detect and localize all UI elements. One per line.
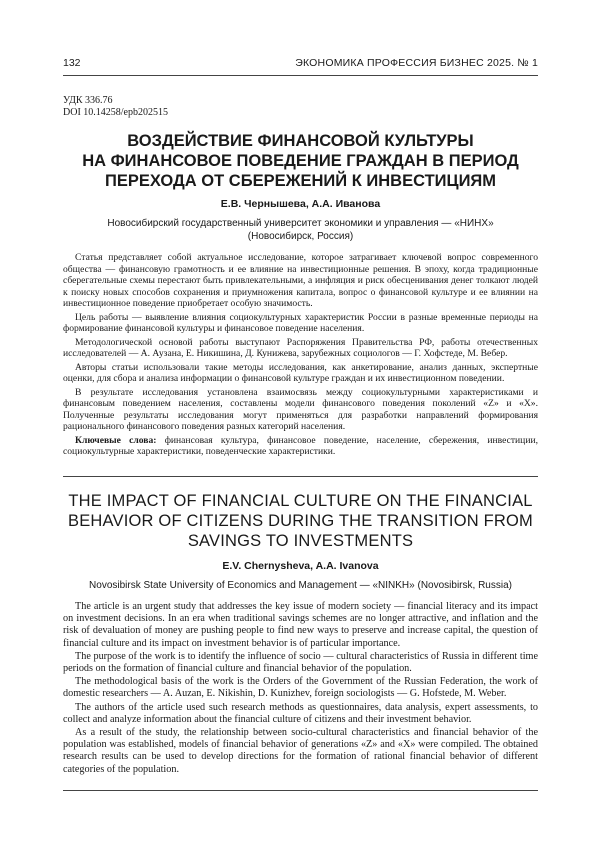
ru-abstract	[63, 252, 538, 460]
ru-abstract-paragraph: В результате исследования установлена взаимосвязь между социокультурными характеристиками и финансовым поведением населения, составлены модели финансового поведения поколений «Z» и «X». Полученные результаты исследования могут применяться для разработки направлений формирования рационального финансового поведения разных категорий населения.	[63, 387, 538, 433]
udk-code: УДК 336.76	[63, 95, 113, 107]
ru-abstract-paragraph: Цель работы — выявление влияния социокультурных характеристик России в разные временные периоды на формирование финансовой культуры и финансовое поведение населения.	[63, 312, 538, 335]
keywords-text: финансовая культура, финансовое поведение, население, сбережения, инвестиции, социокультурные характеристики, поведенческие характеристики.	[63, 435, 538, 458]
footer-rule	[63, 790, 538, 791]
ru-title-line: ВОЗДЕЙСТВИЕ ФИНАНСОВОЙ КУЛЬТУРЫ	[63, 131, 538, 151]
ru-keywords	[63, 435, 538, 458]
en-abstract-paragraph: The article is an urgent study that addresses the key issue of modern society — financial literacy and its impact on investment decisions. In an era when traditional savings schemes are no longer attractive, and inflation and the risk of devaluation of money are pushing people to find new ways to preserve and increase capital, the question of financial culture and its impact on investment behavior is of particular importance.	[63, 601, 538, 650]
en-abstract-paragraph: As a result of the study, the relationship between socio-cultural characteristics and financial behavior of the population was established, models of financial behavior of generations «Z» and «X» were compiled. The obtained research results can be used to develop directions for the formation of rational financial behavior of different categories of the population.	[63, 727, 538, 776]
en-title-line: SAVINGS TO INVESTMENTS	[63, 531, 538, 551]
en-title-line: BEHAVIOR OF CITIZENS DURING THE TRANSITION FROM	[63, 511, 538, 531]
en-title-line: THE IMPACT OF FINANCIAL CULTURE ON THE FINANCIAL	[63, 491, 538, 511]
ru-affiliation-line: (Новосибирск, Россия)	[63, 230, 538, 243]
en-abstract-paragraph: The authors of the article used such research methods as questionnaires, data analysis, expert assessments, to collect and analyze information about the financial culture of citizens and their investment behavior.	[63, 702, 538, 726]
journal-title: ЭКОНОМИКА ПРОФЕССИЯ БИЗНЕС 2025. № 1	[295, 57, 538, 69]
en-abstract-paragraph: The methodological basis of the work is the Orders of the Government of the Russian Federation, the work of domestic researchers — A. Auzan, E. Nikishin, D. Kunizhev, foreign sociologists — G. Hofstede, M. Weber.	[63, 676, 538, 700]
ru-abstract-paragraph: Авторы статьи использовали такие методы исследования, как анкетирование, анализ данных, экспертные оценки, для сбора и анализа информации о финансовой культуре граждан и их инвестиционном поведении.	[63, 362, 538, 385]
ru-affiliation-line: Новосибирский государственный университет экономики и управления — «НИНХ»	[63, 217, 538, 230]
page-number: 132	[63, 57, 81, 69]
en-abstract-paragraph: The purpose of the work is to identify the influence of socio — cultural characteristics of Russia in different time periods on the formation of financial culture and financial behavior of the population.	[63, 651, 538, 675]
keywords-label: Ключевые слова:	[75, 435, 156, 446]
en-title	[63, 491, 538, 551]
en-affiliation: Novosibirsk State University of Economics and Management — «NINKH» (Novosibirsk, Russia)	[63, 579, 538, 592]
section-divider	[63, 476, 538, 477]
ru-title-line: НА ФИНАНСОВОЕ ПОВЕДЕНИЕ ГРАЖДАН В ПЕРИОД	[63, 151, 538, 171]
ru-authors: Е.В. Чернышева, А.А. Иванова	[63, 198, 538, 210]
header-rule	[63, 75, 538, 76]
ru-abstract-paragraph: Методологической основой работы выступают Распоряжения Правительства РФ, работы отечественных исследователей — А. Аузана, Е. Никишина, Д. Кунижева, зарубежных социологов — Г. Хофстеде, М. Вебер.	[63, 337, 538, 360]
en-abstract	[63, 601, 538, 777]
ru-affiliation	[63, 217, 538, 243]
doi: DOI 10.14258/epb202515	[63, 107, 168, 119]
running-header	[63, 57, 538, 71]
ru-title	[63, 131, 538, 191]
ru-abstract-paragraph: Статья представляет собой актуальное исследование, которое затрагивает ключевой вопрос современного общества — финансовую грамотность и ее влияние на инвестиционные решения. В эпоху, когда традиционные сберегательные схемы перестают быть привлекательными, а инфляция и риск обесценивания денег толкают людей к поиску новых способов сохранения и приумножения капитала, вопрос о финансовой культуре и ее влиянии на инвестиционное поведение приобретает особую значимость.	[63, 252, 538, 310]
ru-title-line: ПЕРЕХОДА ОТ СБЕРЕЖЕНИЙ К ИНВЕСТИЦИЯМ	[63, 171, 538, 191]
en-authors: E.V. Chernysheva, A.A. Ivanova	[63, 560, 538, 572]
